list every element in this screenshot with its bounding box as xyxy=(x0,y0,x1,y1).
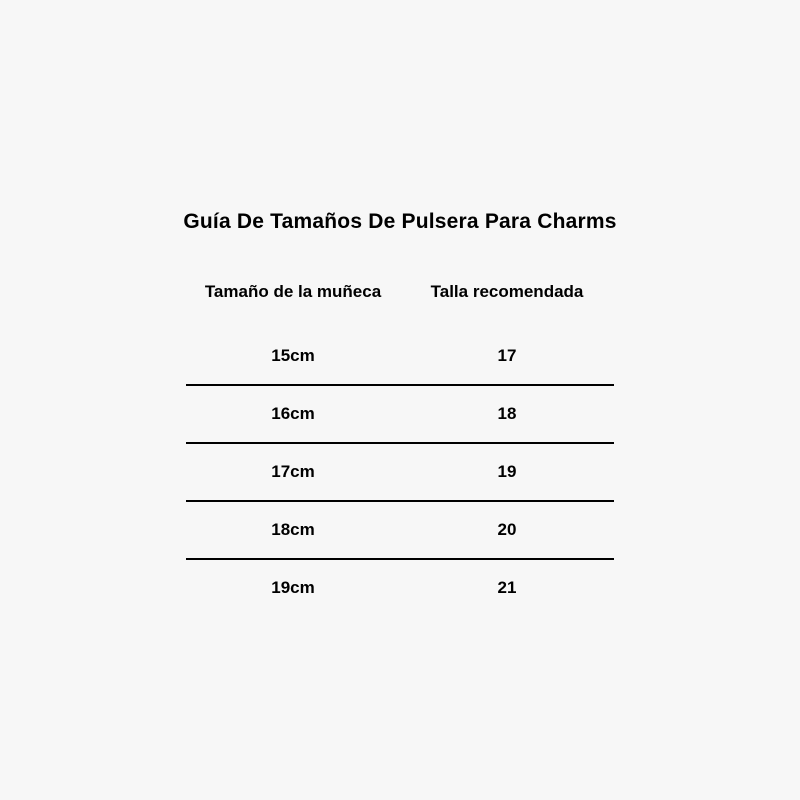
table-header-row xyxy=(186,282,614,328)
table-row xyxy=(186,328,614,385)
cell-wrist-size: 17cm xyxy=(186,443,400,501)
table-row xyxy=(186,385,614,443)
size-table xyxy=(186,282,614,616)
column-header-wrist-size: Tamaño de la muñeca xyxy=(204,282,382,301)
cell-recommended-size: 19 xyxy=(400,443,614,501)
table-row xyxy=(186,443,614,501)
cell-wrist-size: 19cm xyxy=(186,559,400,616)
cell-wrist-size: 15cm xyxy=(271,346,315,365)
page-title: Guía De Tamaños De Pulsera Para Charms xyxy=(183,210,617,233)
size-table-container xyxy=(186,282,614,616)
column-header-recommended-size: Talla recomendada xyxy=(430,282,584,301)
cell-recommended-size: 20 xyxy=(400,501,614,559)
cell-wrist-size: 16cm xyxy=(186,385,400,443)
table-row xyxy=(186,559,614,616)
cell-recommended-size: 17 xyxy=(497,346,517,365)
cell-wrist-size: 18cm xyxy=(186,501,400,559)
table-header xyxy=(186,282,614,328)
table-row xyxy=(186,501,614,559)
table-body xyxy=(186,328,614,616)
cell-recommended-size: 18 xyxy=(400,385,614,443)
cell-recommended-size: 21 xyxy=(400,559,614,616)
